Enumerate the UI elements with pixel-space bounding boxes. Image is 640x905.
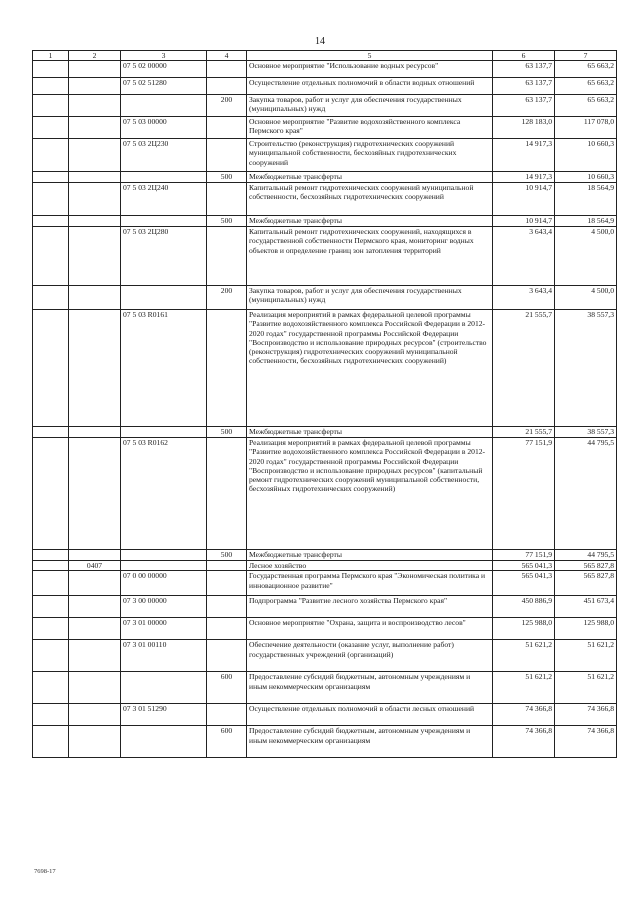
amount-2018-cell: 14 917,3	[493, 172, 555, 183]
section-code-cell	[69, 571, 121, 596]
table-row	[33, 78, 617, 95]
amount-2019-cell: 51 621,2	[555, 640, 617, 672]
budget-table	[32, 50, 617, 758]
description-cell: Подпрограмма "Развитие лесного хозяйства Пермского края"	[247, 596, 493, 618]
table-row	[33, 286, 617, 310]
section-code-cell	[69, 95, 121, 117]
expense-type-cell: 500	[207, 216, 247, 227]
section-code-cell	[69, 286, 121, 310]
expense-type-cell: 600	[207, 672, 247, 704]
target-code-cell: 07 5 02 51280	[121, 78, 207, 95]
description-cell: Межбюджетные трансферты	[247, 216, 493, 227]
amount-2019-cell: 4 500,0	[555, 227, 617, 286]
section-code-cell	[69, 618, 121, 640]
target-code-cell: 07 5 03 00000	[121, 117, 207, 139]
section-code-cell	[69, 216, 121, 227]
amount-2018-cell: 565 041,3	[493, 561, 555, 571]
section-code-cell	[69, 704, 121, 726]
target-code-cell: 07 3 00 00000	[121, 596, 207, 618]
amount-2018-cell: 125 988,0	[493, 618, 555, 640]
amount-2018-cell: 74 366,8	[493, 726, 555, 758]
amount-2019-cell: 451 673,4	[555, 596, 617, 618]
level-cell	[33, 139, 69, 172]
target-code-cell	[121, 427, 207, 438]
expense-type-cell	[207, 640, 247, 672]
description-cell: Осуществление отдельных полномочий в области лесных отношений	[247, 704, 493, 726]
table-row	[33, 310, 617, 427]
expense-type-cell	[207, 561, 247, 571]
amount-2019-cell: 18 564,9	[555, 216, 617, 227]
expense-type-cell: 200	[207, 95, 247, 117]
description-cell: Основное мероприятие "Использование водных ресурсов"	[247, 61, 493, 78]
target-code-cell: 07 5 03 2Ц280	[121, 227, 207, 286]
section-code-cell	[69, 672, 121, 704]
description-cell: Межбюджетные трансферты	[247, 427, 493, 438]
level-cell	[33, 618, 69, 640]
header-cell: 7	[555, 51, 617, 61]
description-cell: Закупка товаров, работ и услуг для обеспечения государственных (муниципальных) нужд	[247, 286, 493, 310]
amount-2019-cell: 74 366,8	[555, 704, 617, 726]
expense-type-cell	[207, 438, 247, 550]
header-cell: 4	[207, 51, 247, 61]
section-code-cell	[69, 550, 121, 561]
amount-2019-cell: 125 988,0	[555, 618, 617, 640]
amount-2018-cell: 128 183,0	[493, 117, 555, 139]
table-row	[33, 550, 617, 561]
table-row	[33, 172, 617, 183]
description-cell: Обеспечение деятельности (оказание услуг, выполнение работ) государственных учреждений (организаций)	[247, 640, 493, 672]
document-code: 7698-17	[34, 868, 56, 875]
header-cell: 5	[247, 51, 493, 61]
section-code-cell	[69, 427, 121, 438]
amount-2019-cell: 51 621,2	[555, 672, 617, 704]
table-row	[33, 61, 617, 78]
expense-type-cell: 500	[207, 550, 247, 561]
amount-2018-cell: 51 621,2	[493, 640, 555, 672]
target-code-cell: 07 5 02 00000	[121, 61, 207, 78]
header-cell: 6	[493, 51, 555, 61]
level-cell	[33, 117, 69, 139]
amount-2018-cell: 3 643,4	[493, 227, 555, 286]
level-cell	[33, 172, 69, 183]
section-code-cell	[69, 310, 121, 427]
amount-2019-cell: 117 078,0	[555, 117, 617, 139]
amount-2019-cell: 10 660,3	[555, 139, 617, 172]
amount-2018-cell: 74 366,8	[493, 704, 555, 726]
description-cell: Лесное хозяйство	[247, 561, 493, 571]
section-code-cell	[69, 596, 121, 618]
level-cell	[33, 61, 69, 78]
expense-type-cell	[207, 618, 247, 640]
description-cell: Реализация мероприятий в рамках федеральной целевой программы "Развитие водохозяйственного комплекса Российской Федерации в 2012-2020 годах" государственной программы Российской Федерации "Воспроизводство и использование природных ресурсов" (строительство (реконструкция) гидротехнических сооружений муниципальной собственности, бесхозяйных гидротехнических сооружений)	[247, 310, 493, 427]
description-cell: Основное мероприятие "Развитие водохозяйственного комплекса Пермского края"	[247, 117, 493, 139]
level-cell	[33, 640, 69, 672]
amount-2018-cell: 21 555,7	[493, 427, 555, 438]
header-cell: 2	[69, 51, 121, 61]
description-cell: Предоставление субсидий бюджетным, автономным учреждениям и иным некоммерческим организациям	[247, 672, 493, 704]
target-code-cell	[121, 550, 207, 561]
expense-type-cell: 500	[207, 427, 247, 438]
table-row	[33, 216, 617, 227]
description-cell: Реализация мероприятий в рамках федеральной целевой программы "Развитие водохозяйственного комплекса Российской Федерации в 2012-2020 годах" государственной программы Российской Федерации "Воспроизводство и использование природных ресурсов" (капитальный ремонт гидротехнических сооружений муниципальной собственности, бесхозяйных гидротехнических сооружений)	[247, 438, 493, 550]
level-cell	[33, 183, 69, 216]
table-row	[33, 427, 617, 438]
section-code-cell	[69, 78, 121, 95]
description-cell: Капитальный ремонт гидротехнических сооружений, находящихся в государственной собственности Пермского края, мониторинг водных объектов и определение границ зон затопления территорий	[247, 227, 493, 286]
level-cell	[33, 286, 69, 310]
description-cell: Межбюджетные трансферты	[247, 550, 493, 561]
level-cell	[33, 550, 69, 561]
table-row	[33, 438, 617, 550]
table-row	[33, 640, 617, 672]
level-cell	[33, 78, 69, 95]
amount-2018-cell: 10 914,7	[493, 183, 555, 216]
expense-type-cell	[207, 310, 247, 427]
table-row	[33, 117, 617, 139]
table-row	[33, 571, 617, 596]
target-code-cell	[121, 726, 207, 758]
amount-2018-cell: 77 151,9	[493, 550, 555, 561]
table-row	[33, 227, 617, 286]
amount-2019-cell: 65 663,2	[555, 95, 617, 117]
expense-type-cell	[207, 78, 247, 95]
header-row	[33, 51, 617, 61]
expense-type-cell	[207, 704, 247, 726]
table-row	[33, 618, 617, 640]
expense-type-cell	[207, 571, 247, 596]
table-row	[33, 726, 617, 758]
header-cell: 1	[33, 51, 69, 61]
section-code-cell	[69, 438, 121, 550]
level-cell	[33, 227, 69, 286]
amount-2018-cell: 450 886,9	[493, 596, 555, 618]
amount-2018-cell: 77 151,9	[493, 438, 555, 550]
target-code-cell: 07 5 03 R0161	[121, 310, 207, 427]
amount-2018-cell: 21 555,7	[493, 310, 555, 427]
section-code-cell	[69, 227, 121, 286]
amount-2019-cell: 10 660,3	[555, 172, 617, 183]
amount-2018-cell: 63 137,7	[493, 95, 555, 117]
expense-type-cell	[207, 227, 247, 286]
target-code-cell: 07 5 03 R0162	[121, 438, 207, 550]
description-cell: Государственная программа Пермского края "Экономическая политика и инновационное развитие"	[247, 571, 493, 596]
target-code-cell: 07 0 00 00000	[121, 571, 207, 596]
level-cell	[33, 427, 69, 438]
expense-type-cell	[207, 596, 247, 618]
amount-2019-cell: 65 663,2	[555, 78, 617, 95]
amount-2019-cell: 565 827,8	[555, 561, 617, 571]
target-code-cell	[121, 216, 207, 227]
level-cell	[33, 571, 69, 596]
target-code-cell: 07 5 03 2Ц240	[121, 183, 207, 216]
amount-2019-cell: 18 564,9	[555, 183, 617, 216]
amount-2019-cell: 65 663,2	[555, 61, 617, 78]
description-cell: Капитальный ремонт гидротехнических сооружений муниципальной собственности, бесхозяйных гидротехнических сооружений	[247, 183, 493, 216]
section-code-cell	[69, 183, 121, 216]
target-code-cell: 07 3 01 51290	[121, 704, 207, 726]
amount-2018-cell: 51 621,2	[493, 672, 555, 704]
section-code-cell	[69, 172, 121, 183]
level-cell	[33, 438, 69, 550]
level-cell	[33, 596, 69, 618]
target-code-cell	[121, 95, 207, 117]
section-code-cell	[69, 117, 121, 139]
amount-2018-cell: 10 914,7	[493, 216, 555, 227]
target-code-cell	[121, 286, 207, 310]
level-cell	[33, 704, 69, 726]
header-cell: 3	[121, 51, 207, 61]
expense-type-cell: 500	[207, 172, 247, 183]
description-cell: Предоставление субсидий бюджетным, автономным учреждениям и иным некоммерческим организациям	[247, 726, 493, 758]
table-row	[33, 596, 617, 618]
description-cell: Закупка товаров, работ и услуг для обеспечения государственных (муниципальных) нужд	[247, 95, 493, 117]
expense-type-cell	[207, 139, 247, 172]
section-code-cell	[69, 61, 121, 78]
description-cell: Строительство (реконструкция) гидротехнических сооружений муниципальной собственности, бесхозяйных гидротехнических сооружений	[247, 139, 493, 172]
expense-type-cell	[207, 117, 247, 139]
amount-2019-cell: 74 366,8	[555, 726, 617, 758]
expense-type-cell	[207, 61, 247, 78]
level-cell	[33, 95, 69, 117]
section-code-cell	[69, 139, 121, 172]
target-code-cell	[121, 672, 207, 704]
table-row	[33, 95, 617, 117]
section-code-cell: 0407	[69, 561, 121, 571]
amount-2018-cell: 3 643,4	[493, 286, 555, 310]
table-row	[33, 704, 617, 726]
amount-2018-cell: 63 137,7	[493, 61, 555, 78]
section-code-cell	[69, 726, 121, 758]
amount-2018-cell: 63 137,7	[493, 78, 555, 95]
amount-2019-cell: 565 827,8	[555, 571, 617, 596]
level-cell	[33, 310, 69, 427]
amount-2018-cell: 14 917,3	[493, 139, 555, 172]
description-cell: Основное мероприятие "Охрана, защита и воспроизводство лесов"	[247, 618, 493, 640]
target-code-cell	[121, 561, 207, 571]
description-cell: Межбюджетные трансферты	[247, 172, 493, 183]
level-cell	[33, 216, 69, 227]
target-code-cell: 07 3 01 00000	[121, 618, 207, 640]
target-code-cell: 07 5 03 2Ц230	[121, 139, 207, 172]
expense-type-cell	[207, 183, 247, 216]
level-cell	[33, 726, 69, 758]
table-row	[33, 561, 617, 571]
table-row	[33, 672, 617, 704]
amount-2019-cell: 44 795,5	[555, 550, 617, 561]
page-number: 14	[315, 36, 325, 47]
level-cell	[33, 672, 69, 704]
target-code-cell: 07 3 01 00110	[121, 640, 207, 672]
amount-2018-cell: 565 041,3	[493, 571, 555, 596]
amount-2019-cell: 38 557,3	[555, 310, 617, 427]
target-code-cell	[121, 172, 207, 183]
table-row	[33, 183, 617, 216]
section-code-cell	[69, 640, 121, 672]
amount-2019-cell: 44 795,5	[555, 438, 617, 550]
amount-2019-cell: 4 500,0	[555, 286, 617, 310]
description-cell: Осуществление отдельных полномочий в области водных отношений	[247, 78, 493, 95]
amount-2019-cell: 38 557,3	[555, 427, 617, 438]
expense-type-cell: 600	[207, 726, 247, 758]
level-cell	[33, 561, 69, 571]
expense-type-cell: 200	[207, 286, 247, 310]
table-row	[33, 139, 617, 172]
